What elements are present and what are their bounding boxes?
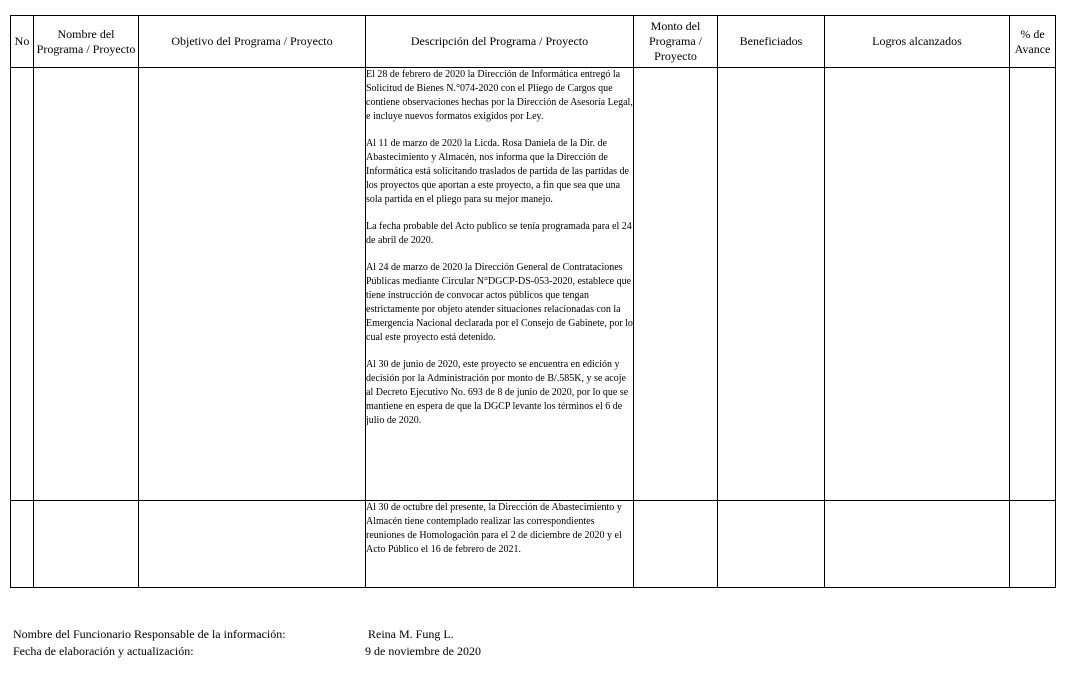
cell-nombre xyxy=(34,68,139,501)
table-row xyxy=(11,501,1056,588)
cell-objetivo xyxy=(139,501,366,588)
cell-beneficiados xyxy=(718,68,825,501)
descripcion-paragraph: Al 30 de octubre del presente, la Dirección de Abastecimiento y Almacén tiene contemplado realizar las correspondientes reuniones de Homologación para el 2 de diciembre de 2020 y el Acto Público el 16 de febrero de 2021. xyxy=(366,502,622,555)
header-no: No xyxy=(11,16,34,68)
cell-avance xyxy=(1010,68,1056,501)
report-table xyxy=(10,15,1056,588)
descripcion-paragraph: Al 24 de marzo de 2020 la Dirección General de Contrataciones Públicas mediante Circular N°DGCP-DS-053-2020, establece que tiene instrucción de convocar actos públicos que tengan estrictamente por objeto atender situaciones relacionadas con la Emergencia Nacional declarada por el Consejo de Gabinete, por lo cual este proyecto está detenido. xyxy=(366,262,633,343)
responsable-value: Reina M. Fung L. xyxy=(368,627,454,641)
header-descripcion: Descripción del Programa / Proyecto xyxy=(366,16,634,68)
descripcion-paragraph: Al 11 de marzo de 2020 la Licda. Rosa Daniela de la Dir. de Abastecimiento y Almacén, nos informa que la Dirección de Informática está solicitando traslados de partida de las partidas de los proyectos que aportan a este proyecto, a fin que sea que una sola partida en el pliego para su mejor manejo. xyxy=(366,138,629,205)
fecha-label: Fecha de elaboración y actualización: xyxy=(13,644,194,658)
cell-beneficiados xyxy=(718,501,825,588)
table-row xyxy=(11,68,1056,501)
header-beneficiados: Beneficiados xyxy=(718,16,825,68)
header-nombre: Nombre del Programa / Proyecto xyxy=(34,16,139,68)
header-row xyxy=(11,16,1056,68)
cell-monto xyxy=(634,501,718,588)
cell-logros xyxy=(825,501,1010,588)
cell-descripcion xyxy=(366,501,634,588)
header-objetivo: Objetivo del Programa / Proyecto xyxy=(139,16,366,68)
descripcion-paragraph: La fecha probable del Acto publico se tenía programada para el 24 de abril de 2020. xyxy=(366,221,632,246)
header-logros: Logros alcanzados xyxy=(825,16,1010,68)
cell-avance xyxy=(1010,501,1056,588)
descripcion-paragraph: El 28 de febrero de 2020 la Dirección de Informática entregó la Solicitud de Bienes N.°074-2020 con el Pliego de Cargos que contiene observaciones hechas por la Dirección de Asesoría Legal, e incluye nuevos formatos exigidos por Ley. xyxy=(366,69,633,122)
fecha-value: 9 de noviembre de 2020 xyxy=(365,644,481,658)
cell-descripcion xyxy=(366,68,634,501)
responsable-label: Nombre del Funcionario Responsable de la información: xyxy=(13,627,286,641)
header-monto: Monto del Programa / Proyecto xyxy=(634,16,718,68)
cell-no xyxy=(11,68,34,501)
cell-nombre xyxy=(34,501,139,588)
cell-logros xyxy=(825,68,1010,501)
cell-objetivo xyxy=(139,68,366,501)
descripcion-paragraph: Al 30 de junio de 2020, este proyecto se encuentra en edición y decisión por la Administración por monto de B/.585K, y se acoje al Decreto Ejecutivo No. 693 de 8 de junio de 2020, por lo que se mantiene en espera de que la DGCP levante los términos el 6 de julio de 2020. xyxy=(366,359,629,426)
cell-monto xyxy=(634,68,718,501)
cell-no xyxy=(11,501,34,588)
header-avance: % de Avance xyxy=(1010,16,1056,68)
